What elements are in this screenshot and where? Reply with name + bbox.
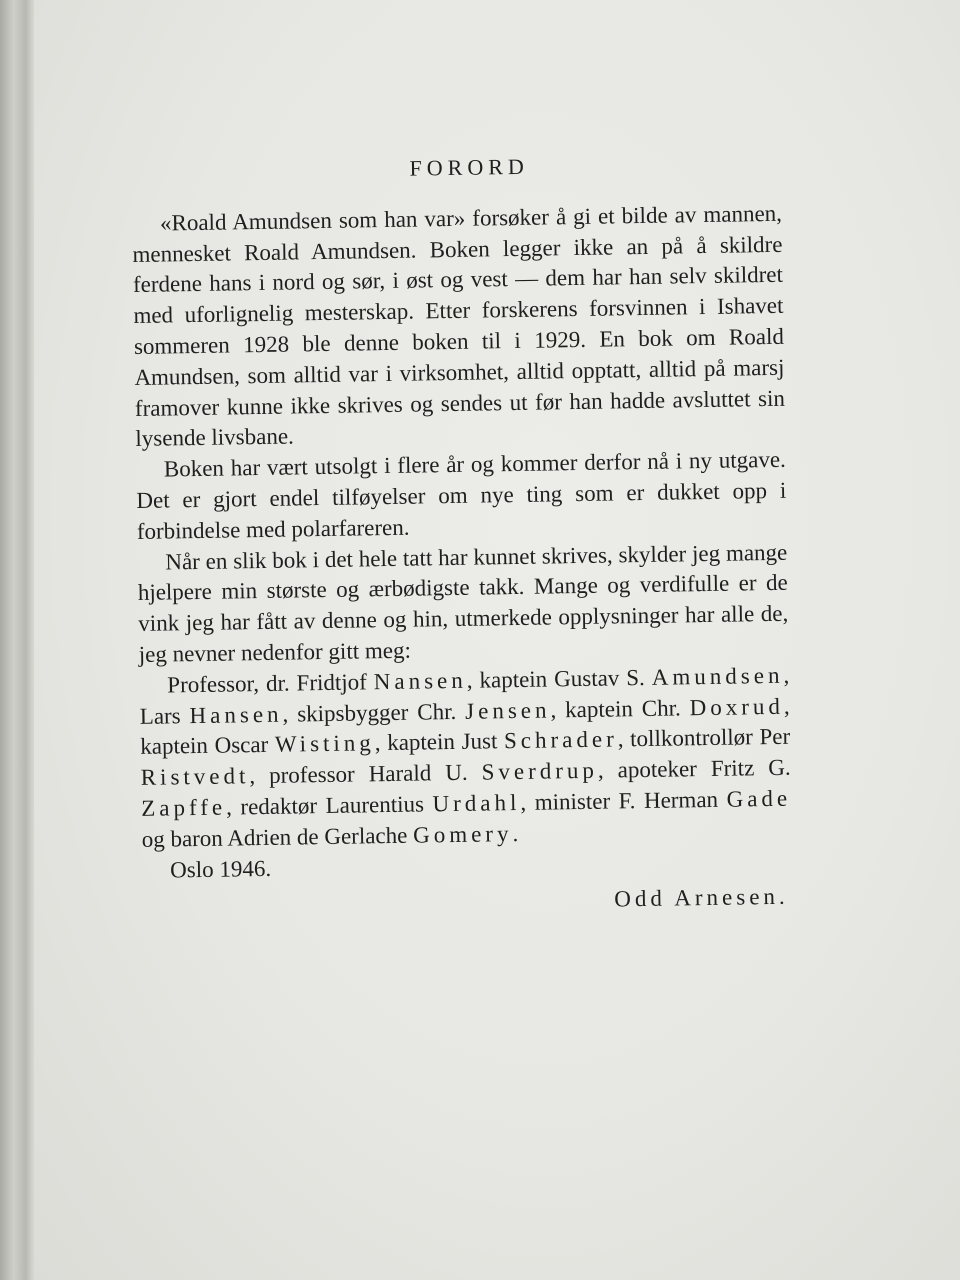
ack-name: Urdahl	[432, 789, 521, 817]
place-and-date: Oslo 1946.	[169, 855, 272, 883]
paragraph-2: Boken har vært utsolgt i flere år og kommer derfor nå i ny utgave. Det er gjort endel tilføyelser om nye ting som er dukket opp i forbindelse med polarfareren.	[136, 446, 787, 544]
ack-name: Doxrud	[689, 693, 785, 720]
ack-name: Zapffe	[141, 794, 227, 821]
ack-name: Wisting	[274, 730, 376, 758]
ack-name: Gade	[726, 785, 792, 812]
page-title: FORORD	[409, 153, 530, 181]
ack-text: Professor, dr. Fridtjof	[167, 669, 374, 698]
acknowledgements-paragraph	[139, 660, 792, 855]
book-gutter	[0, 0, 34, 1280]
ack-text: , kaptein Gustav S.	[466, 664, 652, 693]
ack-text: , Lars	[139, 662, 790, 729]
ack-text: , redaktør Laurentius	[225, 791, 433, 820]
paragraph-1: «Roald Amundsen som han var» forsøker å gi et bilde av mannen, mennesket Roald Amundsen. Boken legger ikke an på å skildre ferdene hans i nord og sør, i øst og vest — dem har han selv skildret med uforlignelig mesterskap. Etter forskerens forsvinnen i Ishavet sommeren 1928 ble denne boken til i 1929. En bok om Roald Amundsen, som alltid var i virksomhet, alltid opptatt, alltid på marsj framover kunne ikke skrives og sendes ut før han hadde avsluttet sin lysende livsbane.	[132, 200, 786, 452]
ack-name: Amundsen	[651, 662, 784, 690]
ack-name: Sverdrup	[481, 757, 599, 785]
preface-body	[132, 199, 792, 856]
ack-name: Hansen	[189, 701, 283, 728]
ack-name: Jensen	[464, 697, 551, 724]
ack-name: Nansen	[373, 667, 467, 694]
ack-text: og baron Adrien de Gerlache	[141, 822, 414, 852]
ack-text: , kaptein Chr.	[550, 694, 690, 723]
ack-name: Ristvedt	[140, 763, 250, 791]
ack-text: , minister F. Herman	[520, 786, 727, 815]
ack-text: , kaptein Oscar	[140, 693, 790, 760]
ack-text: , kaptein Just	[374, 728, 505, 756]
author-signature: Odd Arnesen.	[614, 884, 789, 912]
ack-name: Gomery	[412, 820, 513, 848]
ack-text: , tollkontrollør Per	[617, 724, 791, 752]
ack-text: , skipsbygger Chr.	[282, 698, 466, 727]
preface-text-block	[131, 148, 793, 923]
ack-text: , professor Harald U.	[249, 759, 482, 789]
paragraph-3: Når en slik bok i det hele tatt har kunnet skrives, skylder jeg mange hjelpere min største og ærbødigste takk. Mange og verdifulle er de vink jeg har fått av denne og hin, utmerkede opplysninger har alle de, jeg nevner nedenfor gitt meg:	[137, 539, 789, 667]
ack-text: .	[512, 820, 519, 846]
ack-text: , apoteker Fritz G.	[597, 754, 791, 783]
ack-name: Schrader	[503, 726, 618, 754]
